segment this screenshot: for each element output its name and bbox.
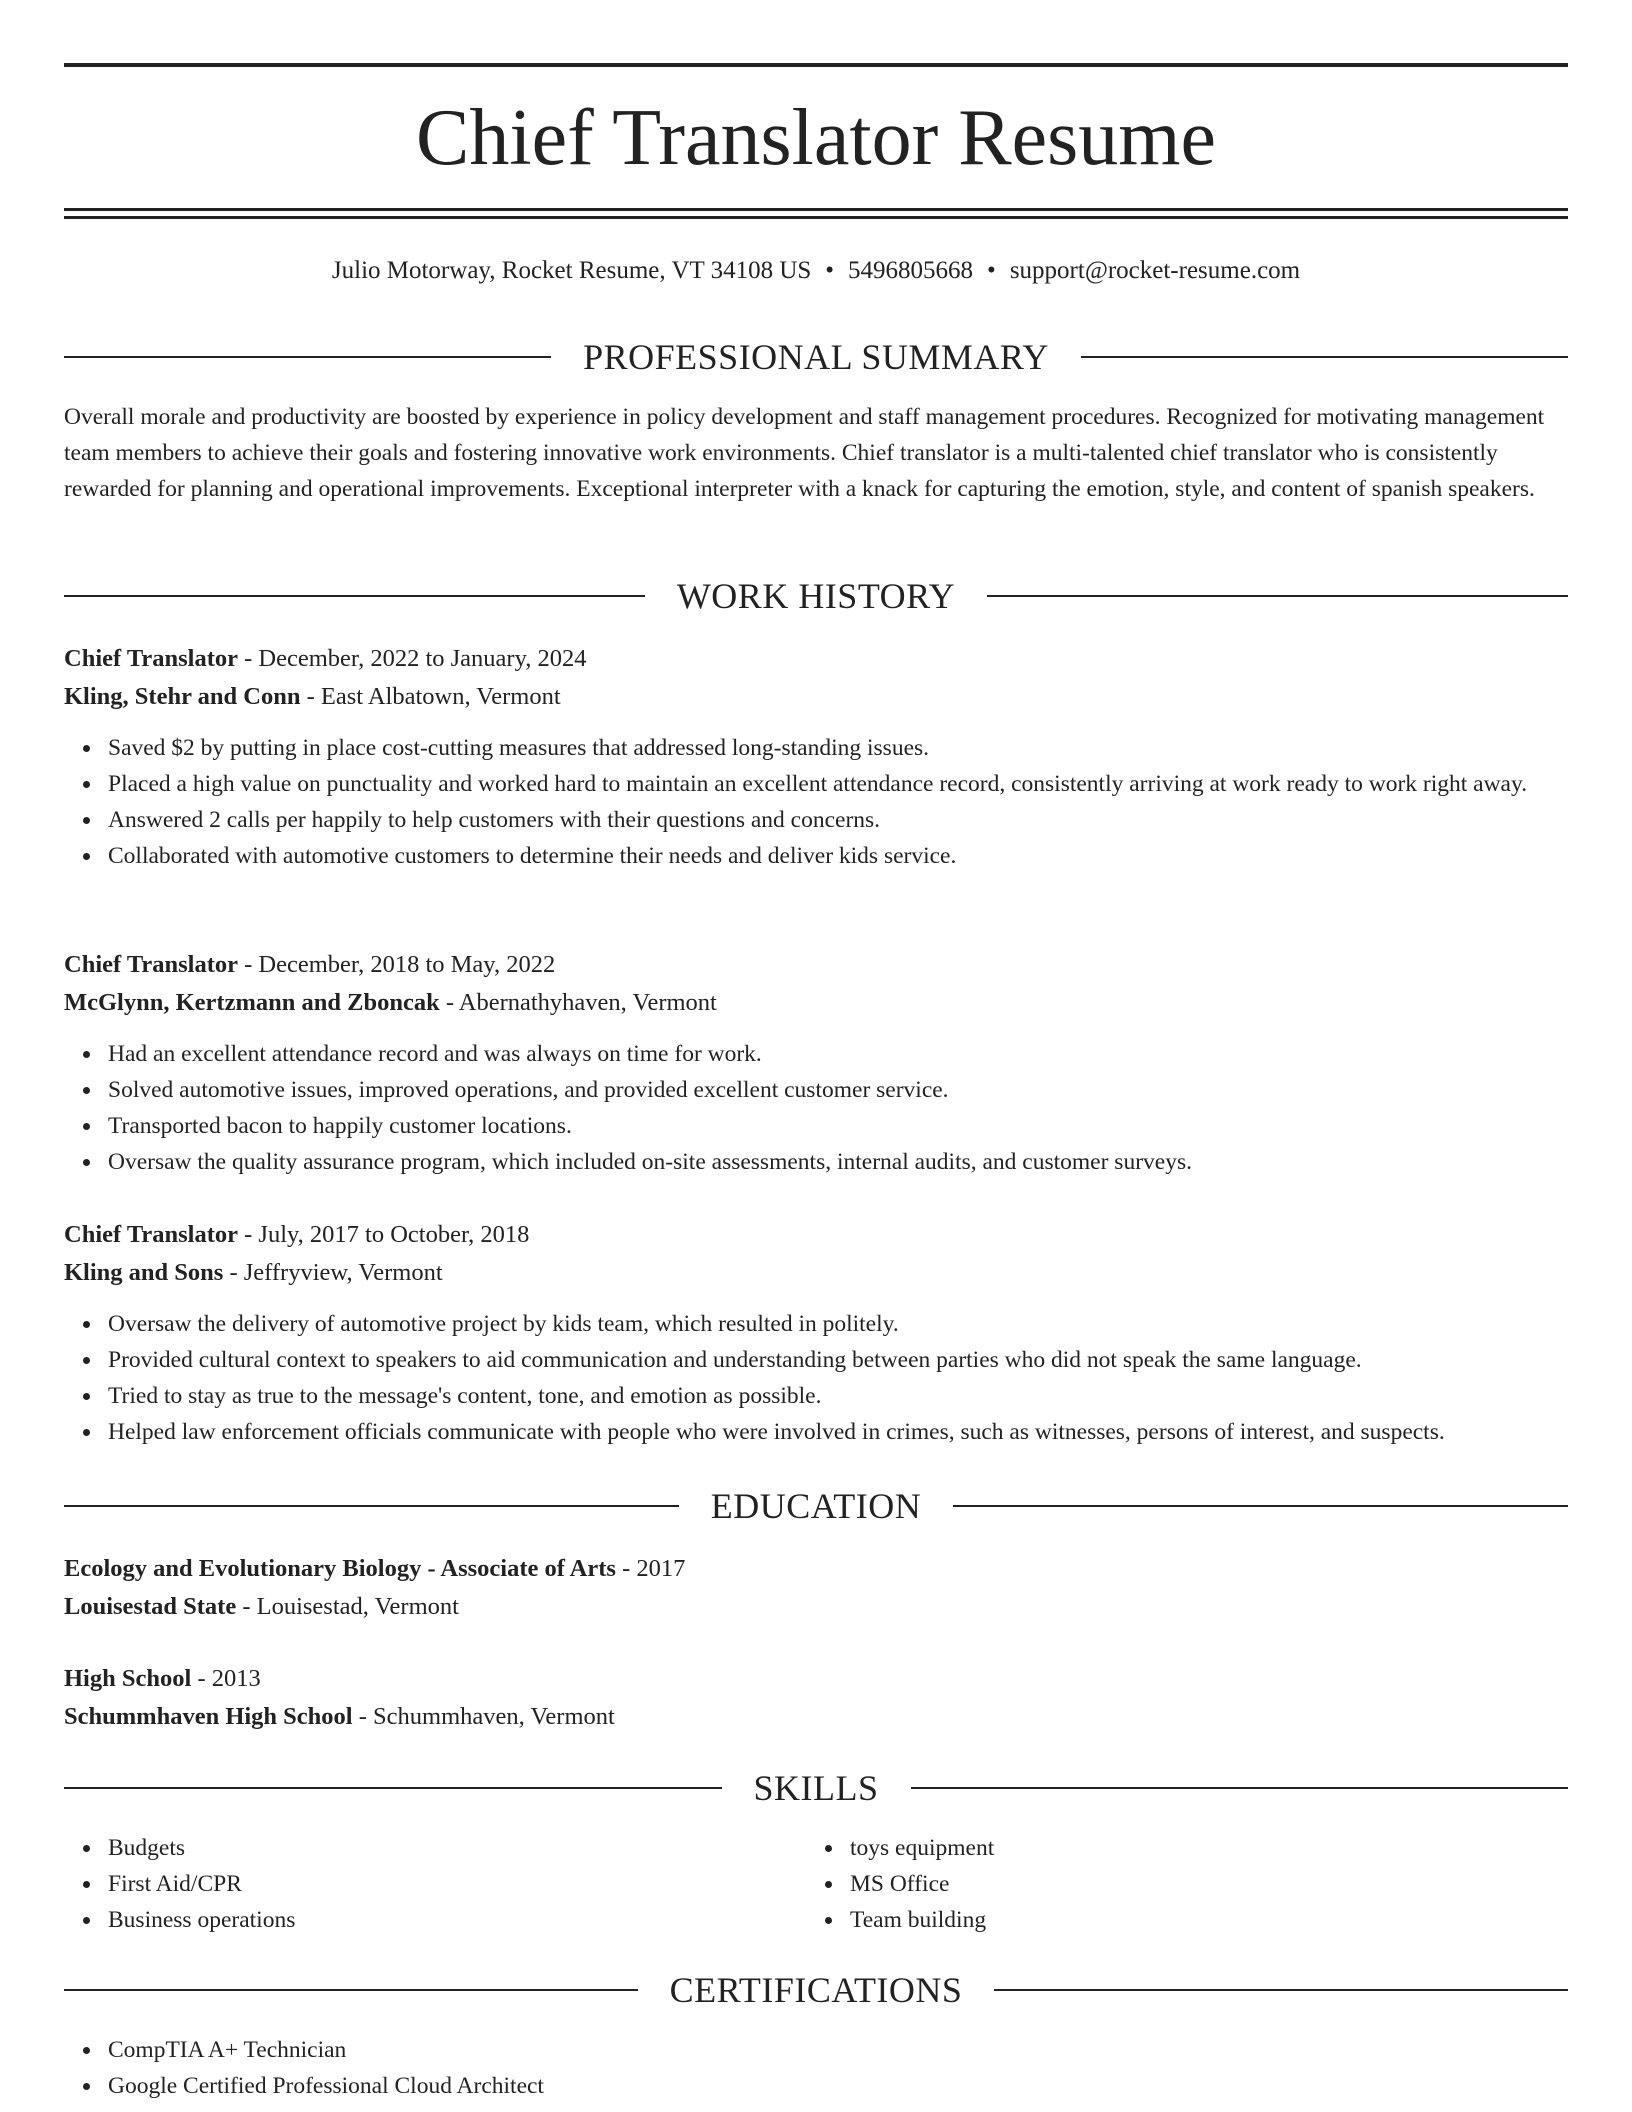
- education-school: Schummhaven High School: [64, 1703, 353, 1730]
- section-header-skills: [64, 1766, 1568, 1810]
- list-item: Provided cultural context to speakers to aid communication and understanding between parties who did not speak the same language.: [108, 1342, 1568, 1378]
- job-title: Chief Translator: [64, 1221, 238, 1248]
- title-double-rule-bottom: [64, 216, 1568, 219]
- job-dates: - December, 2018 to May, 2022: [238, 951, 556, 978]
- list-item: Tried to stay as true to the message's content, tone, and emotion as possible.: [108, 1378, 1568, 1414]
- job-entry: [64, 1216, 1568, 1450]
- section-rule: [64, 595, 645, 597]
- job-title-row: [64, 1216, 1568, 1254]
- job-location: - Jeffryview, Vermont: [223, 1259, 443, 1286]
- job-company-row: [64, 1254, 1568, 1292]
- job-title: Chief Translator: [64, 645, 238, 672]
- contact-separator: •: [825, 257, 835, 284]
- section-rule: [64, 1787, 722, 1789]
- certifications-list: [64, 2032, 1568, 2104]
- skills-column-right: [806, 1830, 1506, 1938]
- certification-item: CompTIA A+ Technician: [108, 2032, 1568, 2068]
- contact-separator: •: [987, 257, 996, 284]
- job-dates: - December, 2022 to January, 2024: [238, 645, 587, 672]
- list-item: Oversaw the delivery of automotive project by kids team, which resulted in politely.: [108, 1306, 1568, 1342]
- list-item: Transported bacon to happily customer locations.: [108, 1108, 1568, 1144]
- education-location: - Schummhaven, Vermont: [352, 1703, 615, 1730]
- list-item: Had an excellent attendance record and was always on time for work.: [108, 1036, 1568, 1072]
- section-title: PROFESSIONAL SUMMARY: [583, 337, 1049, 377]
- section-rule: [64, 356, 551, 358]
- contact-line: [64, 254, 1568, 288]
- education-school-row: [64, 1698, 1568, 1736]
- list-item: Placed a high value on punctuality and worked hard to maintain an excellent attendance record, consistently arriving at work ready to work right away.: [108, 766, 1568, 802]
- education-entry: [64, 1660, 1568, 1736]
- contact-phone: 5496805668: [848, 257, 974, 284]
- education-location: - Louisestad, Vermont: [236, 1593, 459, 1620]
- certification-item: Google Certified Professional Cloud Architect: [108, 2068, 1568, 2104]
- section-rule: [1081, 356, 1568, 358]
- skills-column-left: [64, 1830, 764, 1938]
- job-location: - Abernathyhaven, Vermont: [439, 989, 717, 1016]
- job-bullets: [64, 1306, 1568, 1450]
- section-rule: [911, 1787, 1569, 1789]
- skill-item: First Aid/CPR: [108, 1866, 764, 1902]
- job-dates: - July, 2017 to October, 2018: [238, 1221, 530, 1248]
- education-degree-row: [64, 1660, 1568, 1698]
- skill-item: Budgets: [108, 1830, 764, 1866]
- list-item: Answered 2 calls per happily to help customers with their questions and concerns.: [108, 802, 1568, 838]
- job-entry: [64, 640, 1568, 874]
- contact-address: Julio Motorway, Rocket Resume, VT 34108 US: [331, 257, 812, 284]
- section-header-certifications: [64, 1968, 1568, 2012]
- education-school-row: [64, 1588, 1568, 1626]
- education-degree: Ecology and Evolutionary Biology - Associate of Arts: [64, 1555, 616, 1582]
- job-company-row: [64, 984, 1568, 1022]
- job-bullets: [64, 1036, 1568, 1180]
- section-title: EDUCATION: [710, 1486, 922, 1526]
- title-double-rule-top: [64, 208, 1568, 211]
- education-year: - 2017: [615, 1555, 686, 1582]
- top-rule: [64, 63, 1568, 67]
- contact-email: support@rocket-resume.com: [1009, 257, 1301, 284]
- list-item: Solved automotive issues, improved operations, and provided excellent customer service.: [108, 1072, 1568, 1108]
- education-degree: High School: [64, 1665, 192, 1692]
- job-company: Kling, Stehr and Conn: [64, 683, 301, 710]
- section-title: CERTIFICATIONS: [669, 1970, 963, 2010]
- section-header-education: [64, 1484, 1568, 1528]
- skill-item: MS Office: [850, 1866, 1506, 1902]
- job-company: Kling and Sons: [64, 1259, 224, 1286]
- skill-item: Team building: [850, 1902, 1506, 1938]
- job-title: Chief Translator: [64, 951, 238, 978]
- education-entry: [64, 1550, 1568, 1626]
- education-year: - 2013: [191, 1665, 261, 1692]
- section-rule: [64, 1989, 638, 1991]
- section-title: WORK HISTORY: [676, 576, 956, 616]
- skill-item: toys equipment: [850, 1830, 1506, 1866]
- job-company: McGlynn, Kertzmann and Zboncak: [64, 989, 440, 1016]
- education-school: Louisestad State: [64, 1593, 237, 1620]
- section-header-work-history: [64, 574, 1568, 618]
- job-location: - East Albatown, Vermont: [300, 683, 561, 710]
- job-title-row: [64, 640, 1568, 678]
- page-title: Chief Translator Resume: [416, 94, 1216, 182]
- job-bullets: [64, 730, 1568, 874]
- section-rule: [987, 595, 1568, 597]
- section-title: SKILLS: [753, 1768, 879, 1808]
- job-entry: [64, 946, 1568, 1180]
- job-company-row: [64, 678, 1568, 716]
- list-item: Oversaw the quality assurance program, which included on-site assessments, internal audits, and customer surveys.: [108, 1144, 1568, 1180]
- section-rule: [64, 1505, 679, 1507]
- section-rule: [994, 1989, 1568, 1991]
- section-rule: [953, 1505, 1568, 1507]
- section-header-summary: [64, 335, 1568, 379]
- education-degree-row: [64, 1550, 1568, 1588]
- list-item: Collaborated with automotive customers to determine their needs and deliver kids service.: [108, 838, 1568, 874]
- summary-text: Overall morale and productivity are boosted by experience in policy development and staff management procedures. Recognized for motivating management team members to achieve their goals and fostering innovative work environments. Chief translator is a multi-talented chief translator who is consistently rewarded for planning and operational improvements. Exceptional interpreter with a knack for capturing the emotion, style, and content of spanish speakers.: [64, 404, 1545, 502]
- skill-item: Business operations: [108, 1902, 764, 1938]
- list-item: Helped law enforcement officials communicate with people who were involved in crimes, such as witnesses, persons of interest, and suspects.: [108, 1414, 1568, 1450]
- job-title-row: [64, 946, 1568, 984]
- list-item: Saved $2 by putting in place cost-cutting measures that addressed long-standing issues.: [108, 730, 1568, 766]
